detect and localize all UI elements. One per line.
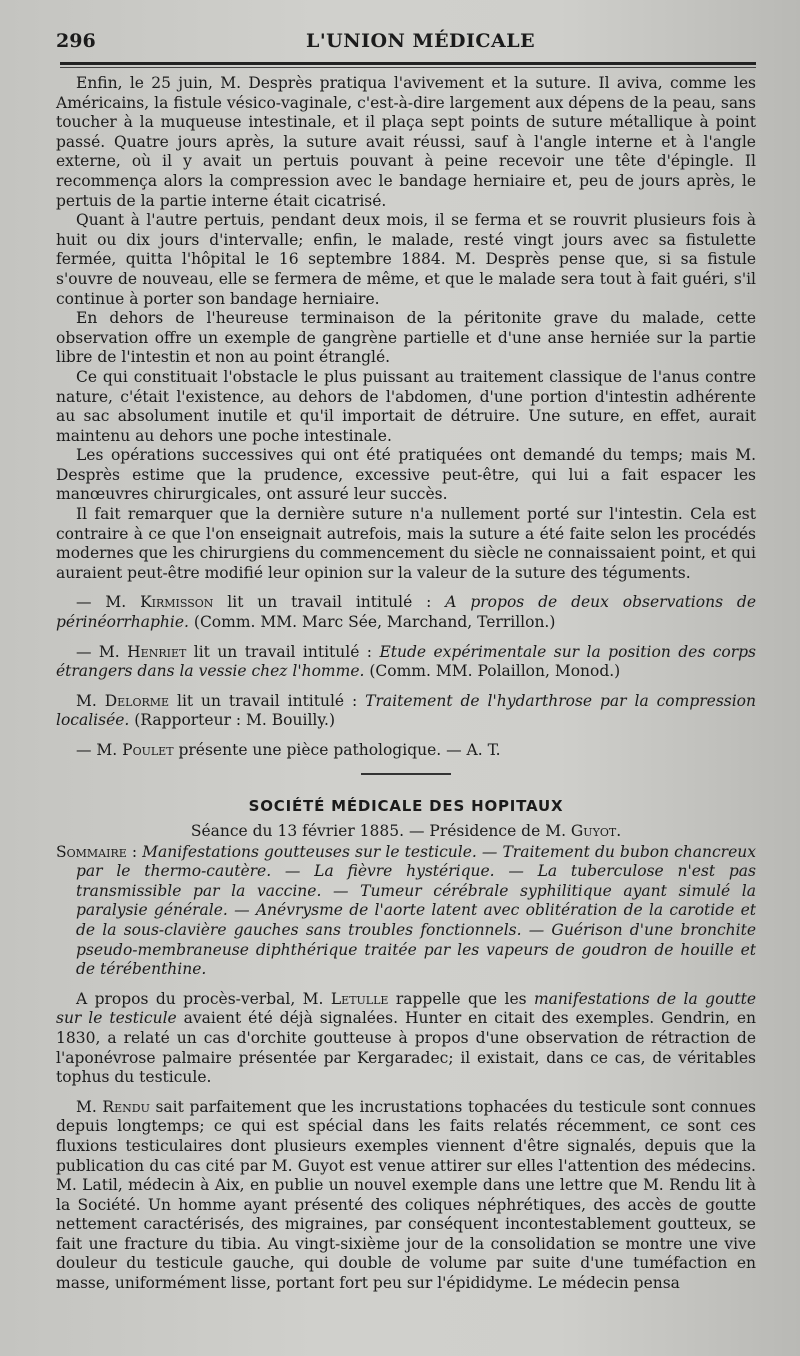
paragraph-pertuis: Quant à l'autre pertuis, pendant deux mois, il se ferma et se rouvrit plusieurs fois à huit ou dix jours d'intervalle; enfin, le malade, resté vingt jours avec sa fistulette fermée, quitta l'hôpital le 16 septembre 1884. M. Desprès pense que, si sa fistule s'ouvre de nouveau, elle se fermera de même, et que le malade sera tout à fait guéri, s'il continue à porter son bandage herniaire. [56, 211, 756, 308]
author-name: Poulet [122, 741, 174, 759]
announcement-henriet: — M. Henriet lit un travail intitulé : Etude expérimentale sur la position des corps étrangers dans la vessie chez l'homme. (Comm. MM. Polaillon, Monod.) [56, 642, 756, 681]
author-name: Henriet [127, 642, 187, 661]
sommaire: Sommaire : Manifestations goutteuses sur le testicule. — Traitement du bubon chancreux par le thermo-cautère. — La fièvre hystérique. — La tuberculose n'est pas transmissible par la vaccine. — Tumeur cérébrale syphilitique ayant simulé la paralysie générale. — Anévrysme de l'aorte latent avec oblitération de la carotide et de la sous-clavière gauches sans troubles fonctionnels. — Guérison d'une bronchite pseudo-membraneuse diphthérique traitée par les vapeurs de goudron de houille et de térébenthine. [56, 842, 756, 979]
author-name: Letulle [330, 989, 389, 1008]
work-title: Traitement de l'hydarthrose par la compression localisée. [56, 691, 756, 730]
journal-title: L'UNION MÉDICALE [306, 30, 536, 52]
paragraph-letulle: A propos du procès-verbal, M. Letulle rappelle que les manifestations de la goutte sur le testicule avaient été déjà signalées. Hunter en citait des exemples. Gendrin, en 1830, a relaté un cas d'orchite goutteuse à propos d'une observation de rétraction de l'aponévrose palmaire présentée par Kergaradec; il existait, dans ce cas, de véritables tophus du testicule. [56, 989, 757, 1087]
paragraph-rendu: M. Rendu sait parfaitement que les incrustations tophacées du testicule sont connues depuis longtemps; ce qui est spécial dans les faits relatés récemment, ce sont ces fluxions testiculaires dont plusieurs exemples viennent d'être signalés, depuis que la publication du cas cité par M. Guyot est venue attirer sur elles l'attention des médecins. M. Latil, médecin à Aix, en publie un nouvel exemple dans une lettre que M. Rendu lit à la Société. Un homme ayant présenté des coliques néphrétiques, des accès de goutte nettement caractérisés, des migraines, par conséquent incontestablement goutteux, se fait une fracture du tibia. Au vingt-sixième jour de la consolidation se montre une vive douleur du testicule gauche, qui double de volume par suite d'une tuméfaction en masse, uniformément lisse, portant fort peu sur l'épididyme. Le médecin pensa [56, 1097, 756, 1293]
work-title: Etude expérimentale sur la position des corps étrangers dans la vessie chez l'homme. [56, 642, 756, 681]
header-rule-thin [60, 67, 756, 68]
section-title: SOCIÉTÉ MÉDICALE DES HOPITAUX [248, 796, 564, 815]
announcement-delorme: M. Delorme lit un travail intitulé : Traitement de l'hydarthrose par la compression localisée. (Rapporteur : M. Bouilly.) [56, 691, 756, 730]
page-number: 296 [56, 30, 96, 52]
paragraph-peritonite: En dehors de l'heureuse terminaison de la péritonite grave du malade, cette observation offre un exemple de gangrène partielle et d'une anse herniée sur la partie libre de l'intestin et non au point étranglé. [56, 309, 756, 367]
paragraph-derniere-suture: Il fait remarquer que la dernière suture n'a nullement porté sur l'intestin. Cela est contraire à ce que l'on enseignait autrefois, mais la suture a été faite selon les procédés modernes que les chirurgiens du commencement du siècle ne connaissaient point, et qui auraient peut-être modifié leur opinion sur la valeur de la suture des téguments. [56, 505, 756, 582]
running-head [56, 30, 756, 52]
paragraph-obstacle: Ce qui constituait l'obstacle le plus puissant au traitement classique de l'anus contre nature, c'était l'existence, au dehors de l'abdomen, d'une portion d'intestin adhérente au sac absolument inutile et qu'il importait de détruire. Une suture, en effet, aurait maintenu au dehors une poche intestinale. [56, 367, 756, 445]
paragraph-suture: Enfin, le 25 juin, M. Desprès pratiqua l'avivement et la suture. Il aviva, comme les Américains, la fistule vésico-vaginale, c'est-à-dire largement aux dépens de la peau, sans toucher à la muqueuse intestinale, et il plaça sept points de suture métallique à point passé. Quatre jours après, la suture avait réussi, sauf à l'angle interne et à l'angle externe, où il y avait un pertuis pouvant à peine recevoir une tête d'épingle. Il recommença alors la compression avec le bandage herniaire et, peu de jours après, le pertuis de la partie interne était cicatrisé. [56, 74, 756, 210]
work-title: A propos de deux observations de périnéorrhaphie. [56, 593, 756, 632]
header-rule-thick [60, 62, 756, 65]
author-name: Kirmisson [140, 593, 214, 612]
sommaire-text: Manifestations goutteuses sur le testicule. — Traitement du bubon chancreux par le thermo-cautère. — La fièvre hystérique. — La tuberculose n'est pas transmissible par la vaccine. — Tumeur cérébrale syphilitique ayant simulé la paralysie générale. — Anévrysme de l'aorte latent avec oblitération de la carotide et de la sous-clavière gauches sans troubles fonctionnels. — Guérison d'une bronchite pseudo-membraneuse diphthérique traitée par les vapeurs de goudron de houille et de térébenthine. [76, 842, 756, 979]
seance-line: Séance du 13 février 1885. — Présidence de M. Guyot. [190, 821, 622, 840]
announcement-poulet: — M. Poulet présente une pièce pathologique. — A. T. [76, 741, 501, 759]
paragraph-operations: Les opérations successives qui ont été pratiquées ont demandé du temps; mais M. Desprès estime que la prudence, excessive peut-être, qui lui a fait espacer les manœuvres chirurgicales, ont assuré leur succès. [56, 446, 756, 504]
sommaire-label: Sommaire [56, 842, 127, 861]
author-name: Rendu [102, 1097, 150, 1116]
section-divider [361, 773, 451, 775]
announcement-kirmisson: — M. Kirmisson lit un travail intitulé : A propos de deux observations de périnéorrhaphie. (Comm. MM. Marc Sée, Marchand, Terrillon.) [56, 593, 756, 632]
author-name: Delorme [104, 691, 170, 710]
president-name: Guyot [570, 821, 617, 840]
